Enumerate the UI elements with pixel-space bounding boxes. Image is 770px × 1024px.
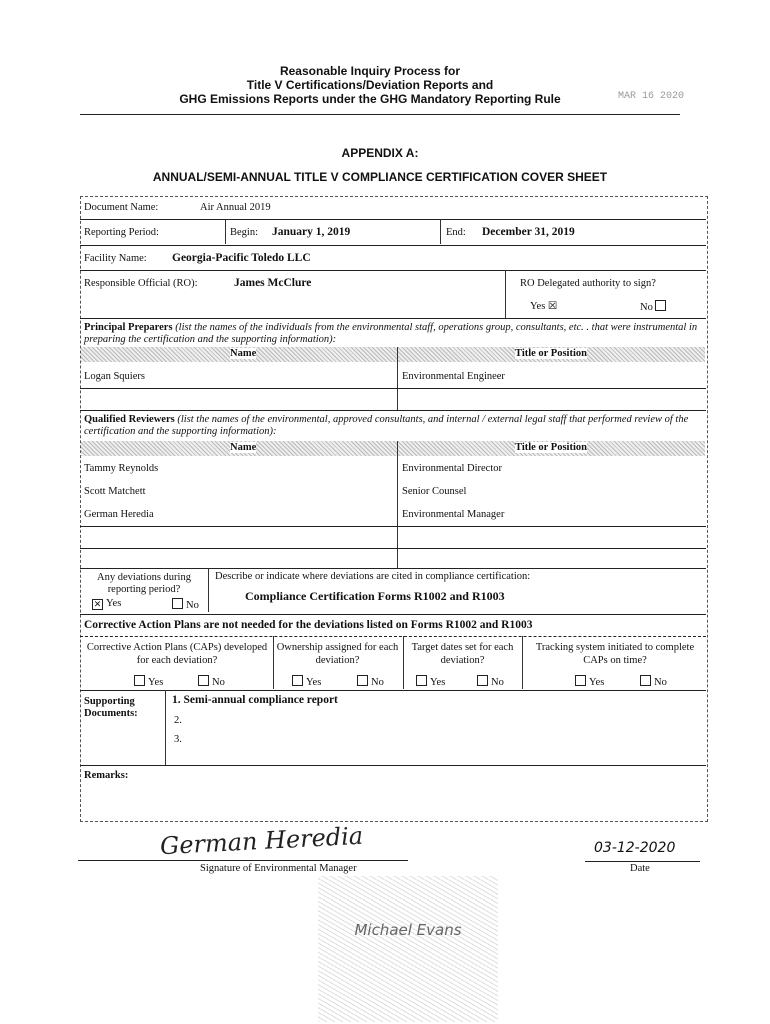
reviewers-heading [84, 414, 702, 438]
deviations-answer: Compliance Certification Forms R1002 and R1003 [245, 589, 505, 603]
end-date: December 31, 2019 [482, 226, 575, 238]
cap-question: Ownership assigned for each deviation? [276, 642, 399, 666]
ro-label: Responsible Official (RO): [84, 278, 198, 289]
reviewer-name: Scott Matchett [84, 486, 146, 497]
title-column-header: Title or Position [515, 442, 587, 453]
deviations-describe-label: Describe or indicate where deviations are cited in compliance certification: [215, 571, 531, 582]
checkbox-icon [477, 675, 488, 686]
cap-note: Corrective Action Plans are not needed for the deviations listed on Forms R1002 and R1003 [84, 619, 533, 631]
reviewer-title: Environmental Director [402, 463, 503, 474]
name-column-header: Name [230, 348, 257, 359]
yes-label: Yes [106, 598, 122, 609]
reviewer-title: Environmental Manager [402, 509, 505, 520]
no-label: No [491, 677, 504, 688]
signature-date: 03-12-2020 [594, 840, 676, 856]
cap-yes-option[interactable] [134, 675, 163, 688]
end-label: End: [446, 227, 466, 238]
ro-yes-option[interactable] [530, 300, 557, 312]
signature-label: Signature of Environmental Manager [200, 863, 357, 874]
received-stamp: MAR 16 2020 [618, 91, 685, 102]
appendix-subtitle: ANNUAL/SEMI-ANNUAL TITLE V COMPLIANCE CERTIFICATION COVER SHEET [152, 170, 608, 184]
ro-delegated-label: RO Delegated authority to sign? [520, 278, 656, 289]
checkbox-icon [357, 675, 368, 686]
cover-sheet-form [80, 196, 708, 822]
no-label: No [654, 677, 667, 688]
deviations-yes-option[interactable] [92, 598, 121, 610]
name-column-header: Name [230, 442, 257, 453]
checkbox-icon [655, 300, 666, 311]
no-label: No [212, 677, 225, 688]
remarks-label: Remarks: [84, 770, 129, 781]
yes-label: Yes [589, 677, 605, 688]
checkbox-icon [198, 675, 209, 686]
notary-stamp-image [318, 876, 498, 1022]
target-no-option[interactable] [477, 675, 504, 688]
yes-label: Yes [430, 677, 446, 688]
ownership-yes-option[interactable] [292, 675, 321, 688]
checkbox-icon [172, 598, 183, 609]
cap-question: Corrective Action Plans (CAPs) developed for each deviation? [86, 642, 268, 666]
preparer-title: Environmental Engineer [402, 371, 505, 382]
supporting-document-item: 3. [174, 734, 182, 745]
header-line: Title V Certifications/Deviation Reports and [246, 78, 494, 92]
supporting-document-item: 1. Semi-annual compliance report [172, 694, 338, 706]
stamp-text: Michael Evans [354, 921, 462, 939]
header-line: GHG Emissions Reports under the GHG Mandatory Reporting Rule [179, 92, 561, 106]
reviewer-title: Senior Counsel [402, 486, 467, 497]
checkbox-icon [575, 675, 586, 686]
document-name-value: Air Annual 2019 [200, 202, 271, 213]
preparers-note: (list the names of the individuals from the environmental staff, operations group, consultants, etc. . that were instrumental in preparing the certification and the supporting information): [84, 322, 698, 345]
deviations-question: Any deviations during reporting period? [97, 572, 191, 595]
preparer-name: Logan Squiers [84, 371, 145, 382]
cap-question: Tracking system initiated to complete CAPs on time? [535, 642, 695, 666]
checkbox-icon [416, 675, 427, 686]
appendix-title: APPENDIX A: [341, 146, 419, 160]
preparers-label: Principal Preparers [84, 322, 173, 333]
reviewers-label: Qualified Reviewers [84, 414, 175, 425]
tracking-yes-option[interactable] [575, 675, 604, 688]
no-label: No [640, 302, 653, 313]
checkbox-icon [134, 675, 145, 686]
ro-no-option[interactable] [640, 300, 669, 313]
document-name-label: Document Name: [84, 202, 159, 213]
ro-name: James McClure [234, 277, 312, 289]
cap-question: Target dates set for each deviation? [411, 642, 514, 666]
preparers-heading [84, 322, 702, 346]
header-line: Reasonable Inquiry Process for [279, 64, 461, 78]
title-column-header: Title or Position [515, 348, 587, 359]
signature: German Heredia [159, 821, 364, 861]
reporting-period-label: Reporting Period: [84, 227, 159, 238]
no-label: No [371, 677, 384, 688]
yes-label: Yes [148, 677, 164, 688]
date-label: Date [630, 863, 650, 874]
begin-label: Begin: [230, 227, 258, 238]
checked-box-icon: ☒ [547, 301, 558, 312]
no-label: No [186, 600, 199, 611]
checkbox-icon [640, 675, 651, 686]
reviewers-note: (list the names of the environmental, approved consultants, and internal / external legal staff that performed review of the certification and the supporting information): [84, 414, 689, 437]
begin-date: January 1, 2019 [272, 226, 351, 238]
facility-name: Georgia-Pacific Toledo LLC [172, 252, 311, 264]
yes-label: Yes [530, 301, 546, 312]
supporting-document-item: 2. [174, 715, 182, 726]
reviewer-name: Tammy Reynolds [84, 463, 159, 474]
cap-no-option[interactable] [198, 675, 225, 688]
ownership-no-option[interactable] [357, 675, 384, 688]
facility-label: Facility Name: [84, 253, 147, 264]
checked-box-icon: ✕ [93, 599, 102, 609]
supporting-documents-label: Supporting Documents: [84, 696, 138, 719]
document-header [140, 64, 600, 106]
yes-label: Yes [306, 677, 322, 688]
target-yes-option[interactable] [416, 675, 445, 688]
checkbox-icon [292, 675, 303, 686]
deviations-no-option[interactable] [172, 598, 199, 611]
reviewer-name: German Heredia [84, 509, 154, 520]
tracking-no-option[interactable] [640, 675, 667, 688]
